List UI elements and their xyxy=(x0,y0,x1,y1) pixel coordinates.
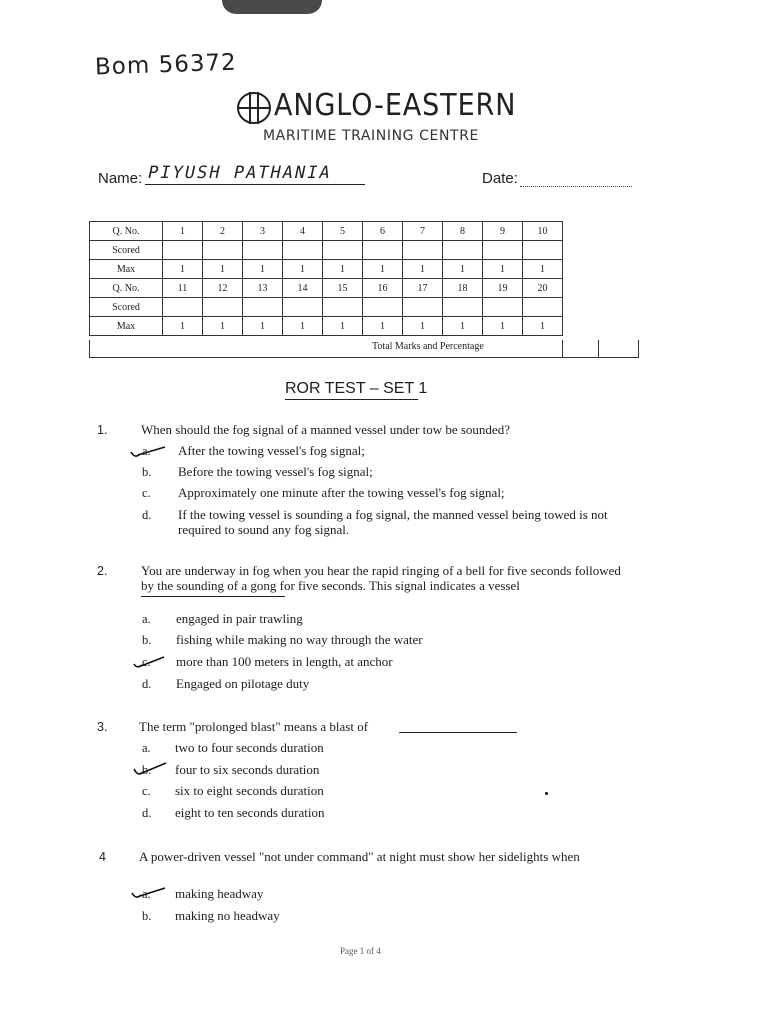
option-text[interactable]: eight to ten seconds duration xyxy=(175,805,325,820)
table-row xyxy=(90,260,563,279)
score-cell[interactable] xyxy=(363,298,403,317)
option-text[interactable]: Before the towing vessel's fog signal; xyxy=(178,464,373,479)
table-row xyxy=(90,222,563,241)
option-text[interactable]: fishing while making no way through the water xyxy=(176,632,423,647)
date-label: Date: xyxy=(482,170,518,187)
name-label: Name: xyxy=(98,170,143,187)
score-cell[interactable] xyxy=(203,241,243,260)
max-cell: 1 xyxy=(203,260,243,279)
row-header: Scored xyxy=(90,241,163,260)
row-header: Q. No. xyxy=(90,279,163,298)
handwritten-reference: Bom 56372 xyxy=(94,49,238,81)
max-cell: 1 xyxy=(363,260,403,279)
score-cell[interactable] xyxy=(523,241,563,260)
score-cell[interactable] xyxy=(163,298,203,317)
anglo-eastern-logo-icon xyxy=(236,91,272,125)
name-field-value[interactable]: PIYUSH PATHANIA xyxy=(145,163,334,183)
question-number-cell: 8 xyxy=(443,222,483,241)
max-cell: 1 xyxy=(243,260,283,279)
option-text[interactable]: four to six seconds duration xyxy=(175,762,320,777)
question-number-cell: 4 xyxy=(283,222,323,241)
score-cell[interactable] xyxy=(403,241,443,260)
question-text: A power-driven vessel "not under command" at night must show her sidelights when xyxy=(139,849,580,864)
answer-blank[interactable] xyxy=(399,732,517,733)
table-row xyxy=(90,317,563,336)
max-cell: 1 xyxy=(323,317,363,336)
score-cell[interactable] xyxy=(403,298,443,317)
tick-icon xyxy=(130,653,168,671)
question-number-cell: 18 xyxy=(443,279,483,298)
question-text: When should the fog signal of a manned vessel under tow be sounded? xyxy=(141,422,510,437)
option-letter[interactable]: a. xyxy=(142,444,151,458)
score-table xyxy=(89,221,563,336)
max-cell: 1 xyxy=(243,317,283,336)
row-header: Max xyxy=(90,317,163,336)
question-number-cell: 9 xyxy=(483,222,523,241)
max-cell: 1 xyxy=(323,260,363,279)
max-cell: 1 xyxy=(443,260,483,279)
question-number-cell: 15 xyxy=(323,279,363,298)
question-number-cell: 5 xyxy=(323,222,363,241)
question-number: 2. xyxy=(97,564,108,578)
max-cell: 1 xyxy=(363,317,403,336)
test-title: ROR TEST – SET 1 xyxy=(285,380,428,397)
score-cell[interactable] xyxy=(323,298,363,317)
test-title-underline xyxy=(285,399,418,400)
stray-mark xyxy=(545,792,548,795)
score-cell[interactable] xyxy=(283,298,323,317)
max-cell: 1 xyxy=(523,317,563,336)
max-cell: 1 xyxy=(283,260,323,279)
question-number-cell: 10 xyxy=(523,222,563,241)
option-text[interactable]: six to eight seconds duration xyxy=(175,783,324,798)
question-number: 4 xyxy=(99,850,106,864)
max-cell: 1 xyxy=(483,317,523,336)
page-footer: Page 1 of 4 xyxy=(340,946,381,956)
answer-blank[interactable] xyxy=(141,596,285,597)
max-cell: 1 xyxy=(403,317,443,336)
score-cell[interactable] xyxy=(243,298,283,317)
row-header: Max xyxy=(90,260,163,279)
option-text[interactable]: Approximately one minute after the towing vessel's fog signal; xyxy=(178,485,505,500)
table-row xyxy=(90,279,563,298)
question-number-cell: 11 xyxy=(163,279,203,298)
question-number-cell: 3 xyxy=(243,222,283,241)
score-cell[interactable] xyxy=(283,241,323,260)
max-cell: 1 xyxy=(443,317,483,336)
option-letter[interactable]: c. xyxy=(142,486,151,500)
total-marks-field[interactable] xyxy=(562,340,563,357)
option-letter[interactable]: d. xyxy=(142,806,152,820)
max-cell: 1 xyxy=(483,260,523,279)
question-number-cell: 16 xyxy=(363,279,403,298)
option-letter[interactable]: c. xyxy=(142,655,151,669)
tick-icon xyxy=(128,884,168,902)
option-text[interactable]: two to four seconds duration xyxy=(175,740,324,755)
date-field[interactable] xyxy=(520,186,632,187)
score-cell[interactable] xyxy=(483,241,523,260)
question-number-cell: 17 xyxy=(403,279,443,298)
question-text: You are underway in fog when you hear the rapid ringing of a bell for five seconds followed by the sounding of a gong for five seconds. This signal indicates a vessel xyxy=(141,563,621,593)
row-header: Q. No. xyxy=(90,222,163,241)
score-cell[interactable] xyxy=(443,241,483,260)
question-number-cell: 7 xyxy=(403,222,443,241)
option-text[interactable]: making headway xyxy=(175,886,264,901)
max-cell: 1 xyxy=(523,260,563,279)
row-header: Scored xyxy=(90,298,163,317)
question-text: The term "prolonged blast" means a blast of xyxy=(139,719,369,734)
score-cell[interactable] xyxy=(443,298,483,317)
max-cell: 1 xyxy=(403,260,443,279)
max-cell: 1 xyxy=(163,317,203,336)
option-text[interactable]: making no headway xyxy=(175,908,280,923)
option-text[interactable]: After the towing vessel's fog signal; xyxy=(178,443,365,458)
score-cell[interactable] xyxy=(203,298,243,317)
total-row xyxy=(89,340,639,358)
option-letter[interactable]: a. xyxy=(142,741,151,755)
option-text[interactable]: Engaged on pilotage duty xyxy=(176,676,310,691)
question-number: 3. xyxy=(97,720,108,734)
option-text[interactable]: more than 100 meters in length, at anchor xyxy=(176,654,393,669)
max-cell: 1 xyxy=(203,317,243,336)
option-letter[interactable]: b. xyxy=(142,465,152,479)
option-text[interactable]: engaged in pair trawling xyxy=(176,611,303,626)
question-number-cell: 13 xyxy=(243,279,283,298)
option-text[interactable]: If the towing vessel is sounding a fog signal, the manned vessel being towed is not required to sound any fog signal. xyxy=(178,507,608,537)
score-cell[interactable] xyxy=(243,241,283,260)
question-number-cell: 14 xyxy=(283,279,323,298)
max-cell: 1 xyxy=(163,260,203,279)
max-cell: 1 xyxy=(283,317,323,336)
question-number-cell: 1 xyxy=(163,222,203,241)
score-cell[interactable] xyxy=(323,241,363,260)
question-number: 1. xyxy=(97,423,108,437)
company-subtitle: MARITIME TRAINING CENTRE xyxy=(263,128,479,144)
option-letter[interactable]: c. xyxy=(142,784,151,798)
option-letter[interactable]: a. xyxy=(142,887,151,901)
scan-smudge xyxy=(222,0,322,14)
option-letter[interactable]: d. xyxy=(142,677,152,691)
tick-icon xyxy=(130,760,170,778)
score-cell[interactable] xyxy=(163,241,203,260)
option-letter[interactable]: b. xyxy=(142,909,152,923)
total-percentage-field[interactable] xyxy=(598,340,599,357)
question-number-cell: 6 xyxy=(363,222,403,241)
option-letter[interactable]: a. xyxy=(142,612,151,626)
question-number-cell: 12 xyxy=(203,279,243,298)
score-cell[interactable] xyxy=(523,298,563,317)
option-letter[interactable]: b. xyxy=(142,763,152,777)
question-number-cell: 20 xyxy=(523,279,563,298)
option-letter[interactable]: d. xyxy=(142,508,152,522)
question-number-cell: 2 xyxy=(203,222,243,241)
tick-icon xyxy=(128,443,168,461)
name-field-line xyxy=(145,184,365,185)
score-cell[interactable] xyxy=(363,241,403,260)
score-cell[interactable] xyxy=(483,298,523,317)
question-number-cell: 19 xyxy=(483,279,523,298)
total-label: Total Marks and Percentage xyxy=(372,341,484,352)
table-row xyxy=(90,241,563,260)
company-name: ANGLO-EASTERN xyxy=(274,88,517,123)
table-row xyxy=(90,298,563,317)
option-letter[interactable]: b. xyxy=(142,633,152,647)
